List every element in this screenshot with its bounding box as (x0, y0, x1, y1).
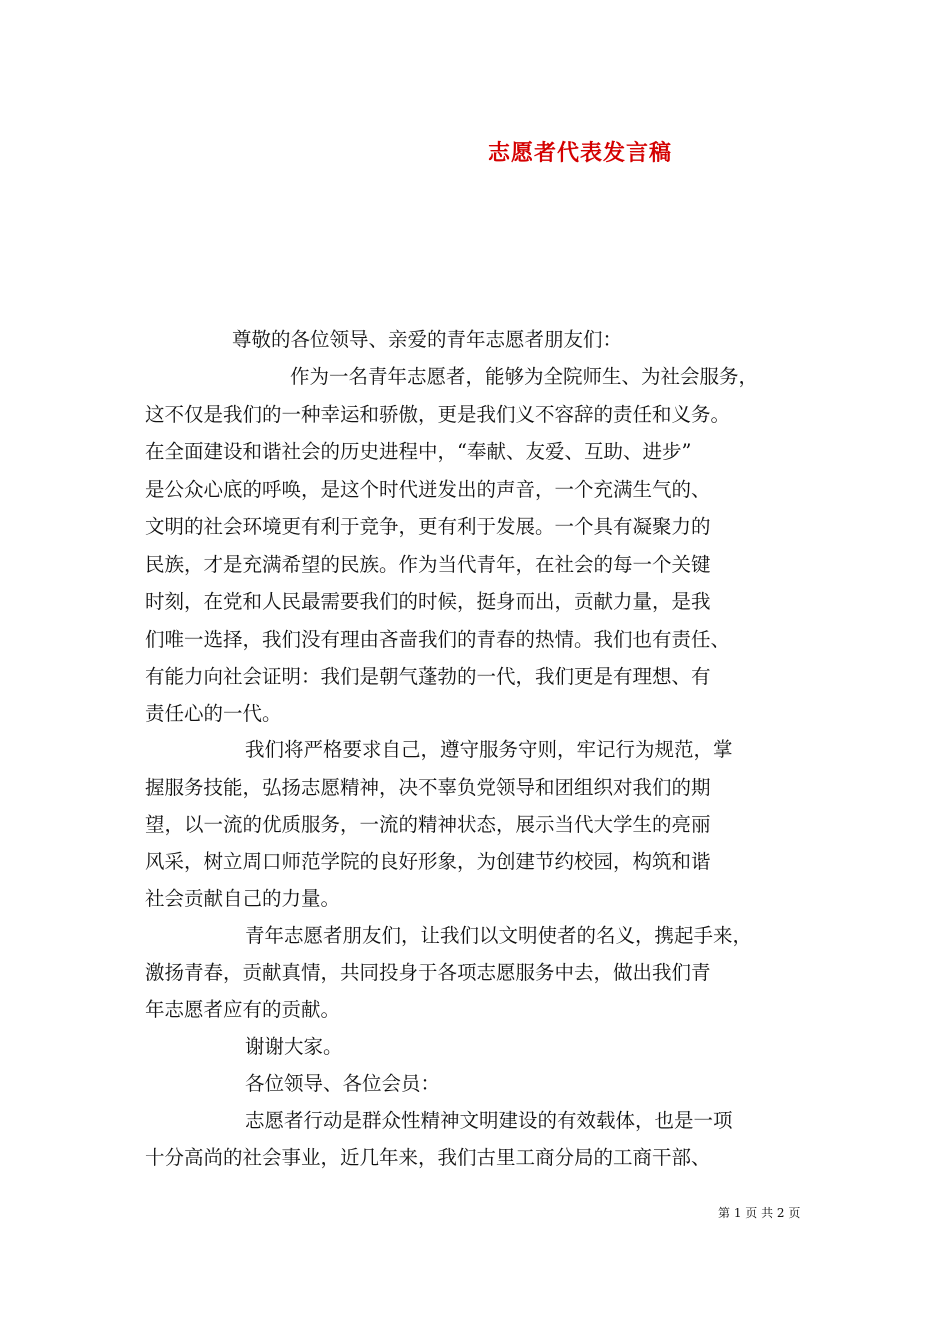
text-line: 风采，树立周口师范学院的良好形象，为创建节约校园，构筑和谐 (145, 850, 711, 873)
text-line: 有能力向社会证明：我们是朝气蓬勃的一代，我们更是有理想、有 (145, 665, 711, 688)
text-line: 望，以一流的优质服务，一流的精神状态，展示当代大学生的亮丽 (145, 813, 711, 836)
text-line: 激扬青春，贡献真情，共同投身于各项志愿服务中去，做出我们青 (145, 961, 711, 984)
text-line: 时刻，在党和人民最需要我们的时候，挺身而出，贡献力量，是我 (145, 590, 711, 613)
text-line: 握服务技能，弘扬志愿精神，决不辜负党领导和团组织对我们的期 (145, 776, 711, 799)
text-line: 志愿者行动是群众性精神文明建设的有效载体，也是一项 (245, 1109, 733, 1132)
text-line: 谢谢大家。 (245, 1035, 343, 1058)
text-line: 是公众心底的呼唤，是这个时代迸发出的声音，一个充满生气的、 (145, 478, 711, 501)
text-line: 我们将严格要求自己，遵守服务守则，牢记行为规范，掌 (245, 738, 733, 761)
page-number-footer: 第 1 页 共 2 页 (718, 1206, 801, 1220)
text-line: 们唯一选择，我们没有理由吝啬我们的青春的热情。我们也有责任、 (145, 628, 731, 651)
text-line: 文明的社会环境更有利于竞争，更有利于发展。一个具有凝聚力的 (145, 515, 711, 538)
text-line: 责任心的一代。 (145, 702, 282, 725)
text-line: 青年志愿者朋友们，让我们以文明使者的名义，携起手来， (245, 924, 753, 947)
document-title: 志愿者代表发言稿 (488, 140, 673, 166)
text-line: 尊敬的各位领导、亲爱的青年志愿者朋友们： (232, 328, 623, 351)
text-line: 年志愿者应有的贡献。 (145, 998, 341, 1021)
text-line: 在全面建设和谐社会的历史进程中，“奉献、友爱、互助、进步” (145, 440, 692, 463)
text-line: 这不仅是我们的一种幸运和骄傲，更是我们义不容辞的责任和义务。 (145, 403, 731, 426)
text-line: 十分高尚的社会事业，近几年来，我们古里工商分局的工商干部、 (145, 1146, 711, 1169)
text-line: 各位领导、各位会员： (245, 1072, 441, 1095)
text-line: 社会贡献自己的力量。 (145, 887, 341, 910)
text-line: 民族，才是充满希望的民族。作为当代青年，在社会的每一个关键 (145, 553, 711, 576)
text-line: 作为一名青年志愿者，能够为全院师生、为社会服务， (290, 365, 759, 388)
